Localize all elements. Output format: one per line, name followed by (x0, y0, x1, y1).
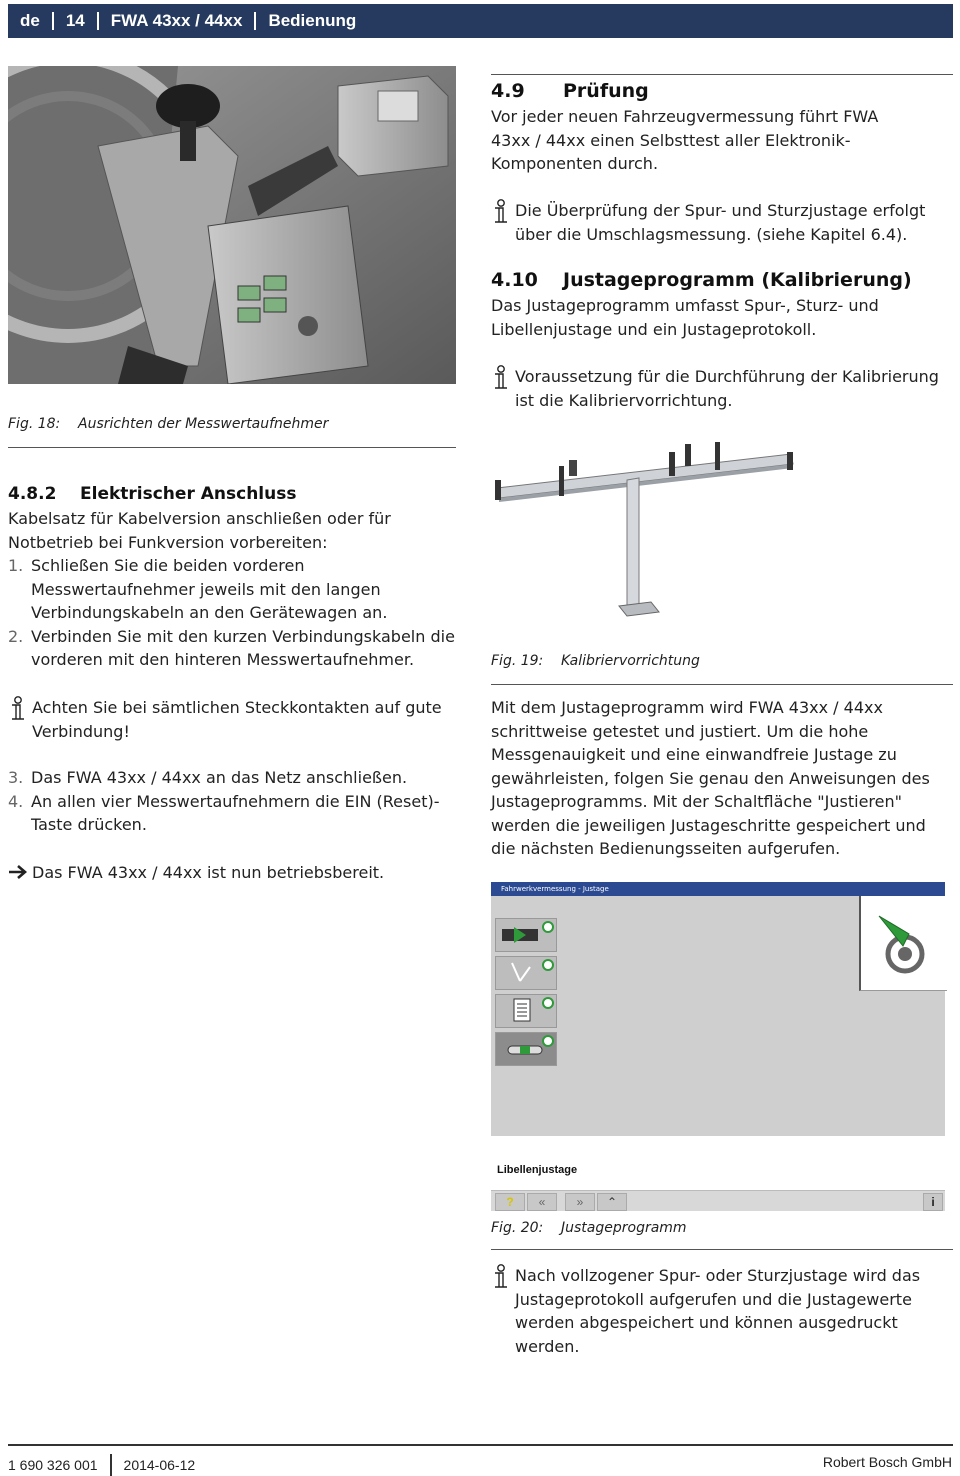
step-number: 1. (8, 556, 24, 575)
page-header (8, 4, 953, 38)
divider (491, 74, 953, 75)
step-list (8, 766, 464, 837)
figure-caption-text: Ausrichten der Messwertaufnehmer (78, 416, 329, 432)
header-page: 14 (65, 11, 85, 30)
header-separator (97, 12, 99, 30)
divider (491, 1249, 953, 1250)
back-fast-icon[interactable]: « (527, 1193, 557, 1211)
footer-left (8, 1454, 195, 1476)
figure-number: Fig. 18: (8, 416, 61, 432)
divider (8, 447, 456, 448)
section-4-9-text: Vor jeder neuen Fahrzeugvermessung führt FWA 43xx / 44xx einen Selbsttest aller Elektronik-Komponenten durch. (491, 107, 879, 173)
header-section: Bedienung (268, 11, 357, 30)
step-item (8, 625, 464, 672)
header-lang: de (20, 11, 40, 30)
figure-19-caption (491, 653, 700, 669)
info-note (491, 1264, 953, 1358)
figure-18-photo (8, 66, 456, 384)
result-text: Das FWA 43xx / 44xx ist nun betriebsbereit. (32, 863, 385, 882)
screen-toolbar (491, 1190, 945, 1211)
screen-step-label: Libellenjustage (497, 1164, 578, 1176)
divider (491, 684, 953, 685)
info-note-text: Voraussetzung für die Durchführung der Kalibrierung ist die Kalibriervorrichtung. (515, 367, 939, 410)
figure-number: Fig. 20: (491, 1220, 544, 1236)
justage-paragraph: Mit dem Justageprogramm wird FWA 43xx / 44xx schrittweise getestet und justiert. Um die hohe Messgenauigkeit und eine einwandfreie Justage zu gewährleisten, folgen Sie genau den Anweisungen des Justageprogramms. Mit der Schaltfläche "Justieren" werden die jeweiligen Justageschritte gespeichert und die nächsten Bedienungsseiten aufgerufen. (491, 698, 930, 858)
figure-number: Fig. 19: (491, 653, 544, 669)
step-item (8, 766, 464, 790)
info-note-text: Nach vollzogener Spur- oder Sturzjustage wird das Justageprotokoll aufgerufen und die Justagewerte werden abgespeichert und können ausgedruckt werden. (515, 1266, 921, 1356)
section-number: 4.8.2 (8, 484, 57, 504)
screen-lower-area (491, 1136, 945, 1190)
step-text: Verbinden Sie mit den kurzen Verbindungskabeln die vorderen mit den hinteren Messwertaufnehmer. (31, 626, 455, 669)
section-intro: Kabelsatz für Kabelversion anschließen oder für Notbetrieb bei Funkversion vorbereiten: (8, 509, 391, 552)
info-note-text: Die Überprüfung der Spur- und Sturzjustage erfolgt über die Umschlagsmessung. (siehe Kapitel 6.4). (515, 201, 926, 244)
figure-caption-text: Kalibriervorrichtung (561, 653, 700, 669)
step-list-continued (8, 766, 464, 837)
section-number: 4.10 (491, 269, 538, 291)
section-4-10-heading (491, 269, 912, 291)
figure-20-caption (491, 1220, 687, 1236)
section-4-8-2-heading (8, 484, 296, 504)
step-number: 3. (8, 768, 24, 787)
footer-company: Robert Bosch GmbH (822, 1454, 952, 1470)
section-title: Prüfung (563, 80, 649, 102)
forward-fast-icon[interactable]: » (565, 1193, 595, 1211)
info-button-icon[interactable]: i (923, 1193, 943, 1211)
header-product: FWA 43xx / 44xx (110, 11, 243, 30)
info-note (8, 696, 464, 743)
step-text: Das FWA 43xx / 44xx an das Netz anschließen. (31, 768, 408, 787)
section-title: Justageprogramm (Kalibrierung) (563, 269, 912, 291)
result-line (8, 861, 464, 885)
figure-caption-text: Justageprogramm (561, 1220, 687, 1236)
screen-action-area (859, 896, 947, 991)
step-number: 2. (8, 626, 24, 646)
footer-date: 2014-06-12 (123, 1457, 196, 1473)
collapse-up-icon[interactable]: ⌃ (597, 1193, 627, 1211)
footer-separator (110, 1454, 112, 1476)
toe-adjustment-button[interactable] (495, 918, 557, 952)
info-note (491, 199, 951, 246)
step-item (8, 554, 464, 625)
section-4-8-2-body (8, 507, 464, 672)
step-text: An allen vier Messwertaufnehmern die EIN (Reset)-Taste drücken. (31, 791, 440, 834)
info-note-text: Achten Sie bei sämtlichen Steckkontakten auf gute Verbindung! (32, 698, 442, 741)
info-icon (491, 1264, 515, 1292)
section-4-9-heading (491, 80, 649, 102)
header-separator (254, 12, 256, 30)
section-4-10-text: Das Justageprogramm umfasst Spur-, Sturz- und Libellenjustage und ein Justageprotokoll. (491, 296, 879, 339)
figure-18-caption (8, 416, 328, 432)
screen-title: Fahrwerkvermessung - Justage (501, 885, 609, 893)
info-note (491, 365, 953, 412)
step-item (8, 790, 464, 837)
step-text: Schließen Sie die beiden vorderen Messwertaufnehmer jeweils mit den langen Verbindungskabeln an den Gerätewagen an. (31, 556, 388, 622)
level-adjustment-button[interactable] (495, 1032, 557, 1066)
info-icon (491, 199, 515, 227)
info-icon (8, 696, 32, 724)
step-list (8, 554, 464, 672)
footer-doc-number: 1 690 326 001 (8, 1457, 98, 1473)
header-separator (52, 12, 54, 30)
footer-divider (8, 1444, 953, 1446)
step-number: 4. (8, 791, 24, 811)
figure-19-image (491, 440, 827, 620)
screen-titlebar (491, 882, 945, 896)
figure-20-screenshot (491, 882, 945, 1212)
info-icon (491, 365, 515, 393)
camber-adjustment-button[interactable] (495, 956, 557, 990)
protocol-button[interactable] (495, 994, 557, 1028)
arrow-right-icon (8, 861, 32, 883)
section-number: 4.9 (491, 80, 525, 102)
section-title: Elektrischer Anschluss (80, 484, 297, 504)
help-icon[interactable]: ? (495, 1193, 525, 1211)
